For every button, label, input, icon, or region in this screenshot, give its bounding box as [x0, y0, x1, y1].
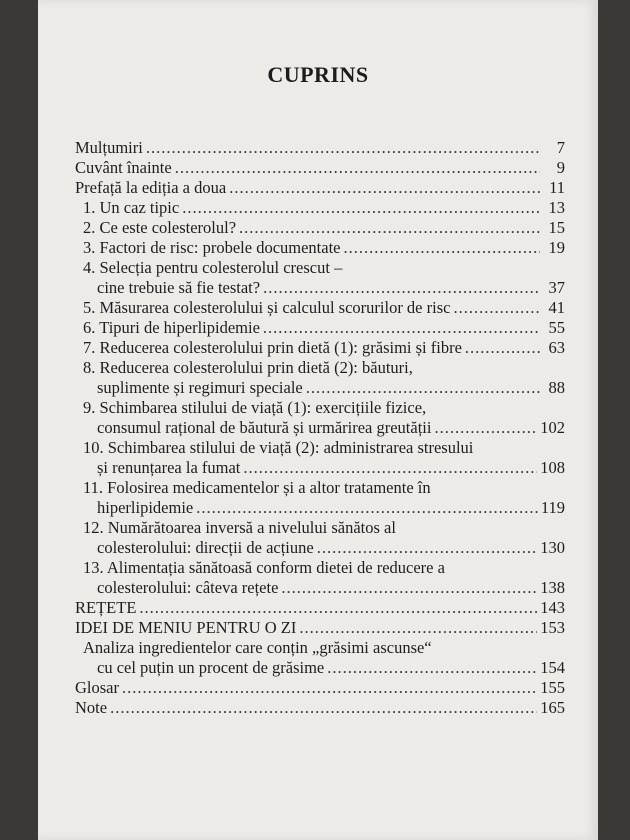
dot-leader — [434, 418, 537, 438]
toc-entry-title: 5. Măsurarea colesterolului și calculul scorurilor de risc — [83, 298, 451, 317]
toc-page-number: 138 — [540, 578, 565, 597]
dot-leader — [453, 298, 540, 318]
toc-entry-title: și renunțarea la fumat — [97, 458, 241, 477]
toc-page-number: 13 — [548, 198, 565, 217]
toc-page-number: 165 — [540, 698, 565, 717]
dot-leader — [306, 378, 540, 398]
toc-page-number: 102 — [540, 418, 565, 437]
toc-entry — [75, 678, 565, 698]
toc-entry-line — [75, 638, 565, 658]
toc-entry-title: 11. Folosirea medicamentelor și a altor tratamente în — [83, 478, 431, 497]
toc-entry-title: 13. Alimentația sănătoasă conform dietei de reducere a — [83, 558, 445, 577]
table-of-contents — [75, 138, 565, 718]
toc-entry — [75, 258, 565, 298]
toc-page-number: 143 — [540, 598, 565, 617]
dot-leader — [110, 698, 537, 718]
dot-leader — [263, 278, 540, 298]
dot-leader — [146, 138, 540, 158]
toc-page-number: 154 — [540, 658, 565, 677]
toc-entry-line — [75, 598, 565, 618]
toc-entry — [75, 218, 565, 238]
toc-entry-line — [75, 298, 565, 318]
toc-entry-title: 12. Numărătoarea inversă a nivelului sănătos al — [83, 518, 396, 537]
toc-entry-line — [75, 278, 565, 298]
toc-entry — [75, 138, 565, 158]
dot-leader — [465, 338, 540, 358]
dot-leader — [263, 318, 540, 338]
toc-entry — [75, 298, 565, 318]
dot-leader — [281, 578, 537, 598]
toc-entry-line — [75, 578, 565, 598]
toc-entry-title: 2. Ce este colesterolul? — [83, 218, 237, 237]
dot-leader — [122, 678, 537, 698]
toc-entry-title: Glosar — [75, 678, 119, 697]
toc-page-number: 15 — [548, 218, 565, 237]
toc-entry — [75, 698, 565, 718]
book-page — [38, 0, 598, 840]
toc-page-number: 19 — [548, 238, 565, 257]
toc-entry-title: Analiza ingredientelor care conțin „grăsimi ascunse“ — [83, 638, 432, 657]
toc-page-number: 88 — [548, 378, 565, 397]
toc-page-number: 55 — [548, 318, 565, 337]
toc-entry-title: Cuvânt înainte — [75, 158, 172, 177]
dot-leader — [229, 178, 540, 198]
toc-entry-title: colesterolului: direcții de acțiune — [97, 538, 314, 557]
toc-entry — [75, 318, 565, 338]
toc-entry — [75, 358, 565, 398]
toc-entry-line — [75, 678, 565, 698]
toc-entry — [75, 178, 565, 198]
toc-entry-line — [75, 358, 565, 378]
toc-entry — [75, 518, 565, 558]
dot-leader — [317, 538, 538, 558]
toc-entry-line — [75, 558, 565, 578]
toc-entry — [75, 558, 565, 598]
toc-entry-title: Note — [75, 698, 108, 717]
toc-entry-line — [75, 198, 565, 218]
toc-entry-line — [75, 458, 565, 478]
toc-page-number: 7 — [556, 138, 565, 157]
toc-entry-title: 1. Un caz tipic — [83, 198, 180, 217]
dot-leader — [139, 598, 537, 618]
toc-entry-line — [75, 478, 565, 498]
toc-entry-title: cu cel puțin un procent de grăsime — [97, 658, 325, 677]
toc-entry-line — [75, 378, 565, 398]
toc-entry-line — [75, 438, 565, 458]
toc-entry-line — [75, 698, 565, 718]
toc-entry-title: Prefață la ediția a doua — [75, 178, 227, 197]
dot-leader — [182, 198, 540, 218]
toc-entry-line — [75, 218, 565, 238]
dot-leader — [239, 218, 540, 238]
toc-entry-line — [75, 258, 565, 278]
toc-entry-title: suplimente și regimuri speciale — [97, 378, 303, 397]
toc-entry-line — [75, 518, 565, 538]
toc-entry-title: 7. Reducerea colesterolului prin dietă (1): grăsimi și fibre — [83, 338, 462, 357]
toc-page-number: 63 — [548, 338, 565, 357]
toc-entry — [75, 438, 565, 478]
toc-entry-title: Mulțumiri — [75, 138, 143, 157]
toc-entry — [75, 398, 565, 438]
toc-entry — [75, 638, 565, 678]
toc-entry — [75, 338, 565, 358]
toc-entry-title: REȚETE — [75, 598, 137, 617]
toc-entry — [75, 598, 565, 618]
toc-entry-title: 9. Schimbarea stilului de viață (1): exercițiile fizice, — [83, 398, 427, 417]
toc-page-number: 119 — [540, 498, 565, 517]
page-title: CUPRINS — [267, 62, 369, 87]
toc-entry-line — [75, 498, 565, 518]
toc-page-number: 37 — [548, 278, 565, 297]
toc-page-number: 11 — [549, 178, 565, 197]
toc-entry-title: 3. Factori de risc: probele documentate — [83, 238, 341, 257]
dot-leader — [175, 158, 540, 178]
toc-page-number: 130 — [540, 538, 565, 557]
toc-entry-title: IDEI DE MENIU PENTRU O ZI — [75, 618, 297, 637]
toc-entry — [75, 158, 565, 178]
toc-entry-line — [75, 398, 565, 418]
toc-entry — [75, 478, 565, 518]
toc-entry-title: 4. Selecția pentru colesterolul crescut – — [83, 258, 343, 277]
dot-leader — [327, 658, 537, 678]
toc-entry-title: colesterolului: câteva rețete — [97, 578, 279, 597]
toc-entry-line — [75, 538, 565, 558]
toc-entry-line — [75, 158, 565, 178]
dot-leader — [243, 458, 537, 478]
toc-entry-line — [75, 418, 565, 438]
toc-entry-title: cine trebuie să fie testat? — [97, 278, 261, 297]
toc-entry-line — [75, 138, 565, 158]
toc-entry-line — [75, 318, 565, 338]
toc-page-number: 9 — [556, 158, 565, 177]
toc-entry-line — [75, 618, 565, 638]
toc-page-number: 153 — [540, 618, 565, 637]
dot-leader — [196, 498, 538, 518]
toc-entry — [75, 238, 565, 258]
toc-entry-line — [75, 238, 565, 258]
toc-entry-line — [75, 338, 565, 358]
toc-entry-title: 8. Reducerea colesterolului prin dietă (2): băuturi, — [83, 358, 413, 377]
toc-entry-line — [75, 658, 565, 678]
toc-page-number: 155 — [540, 678, 565, 697]
toc-entry-title: hiperlipidemie — [97, 498, 194, 517]
dot-leader — [344, 238, 541, 258]
toc-page-number: 108 — [540, 458, 565, 477]
dot-leader — [299, 618, 537, 638]
toc-page-number: 41 — [548, 298, 565, 317]
toc-entry-title: 10. Schimbarea stilului de viață (2): administrarea stresului — [83, 438, 474, 457]
toc-entry — [75, 198, 565, 218]
toc-entry-line — [75, 178, 565, 198]
toc-entry-title: consumul rațional de băutură și urmărirea greutății — [97, 418, 432, 437]
toc-entry — [75, 618, 565, 638]
toc-entry-title: 6. Tipuri de hiperlipidemie — [83, 318, 260, 337]
